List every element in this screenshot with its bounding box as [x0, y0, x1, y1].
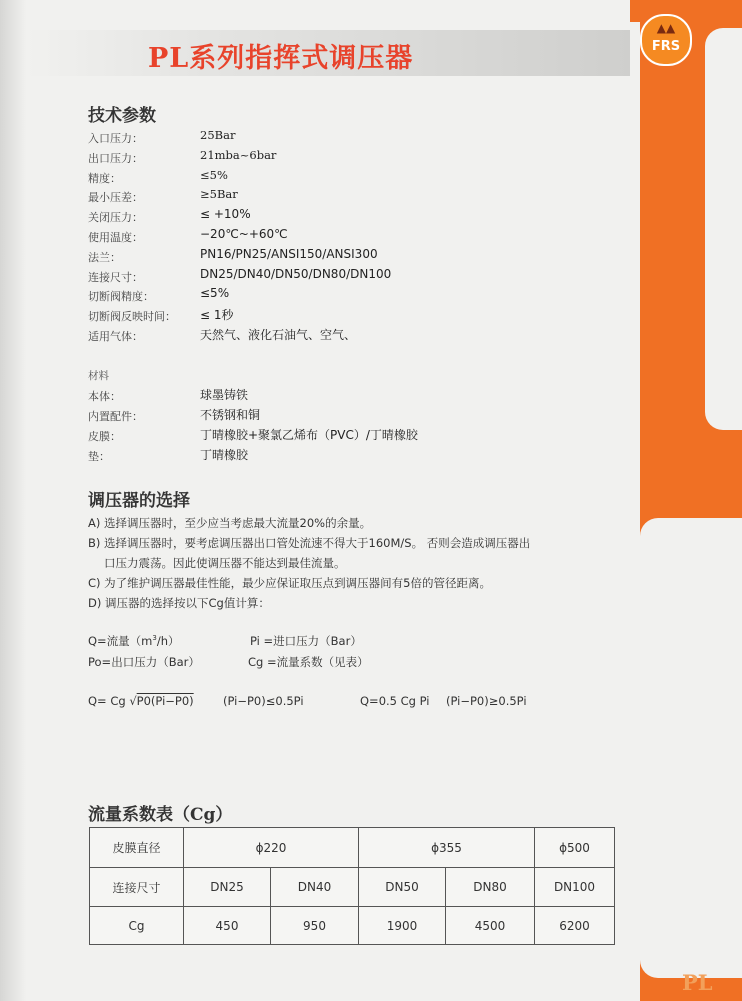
selection-line-b: B) 选择调压器时，要考虑调压器出口管处流速不得大于160M/S。 否则会造成调压器出	[88, 536, 531, 550]
selection-heading: 调压器的选择	[88, 491, 190, 511]
param-value: 21mba~6bar	[200, 147, 277, 162]
table-cell: DN100	[535, 868, 615, 907]
formula-1: Q= Cg √P0(Pi−P0)	[88, 694, 194, 708]
param-label: 关闭压力：	[88, 211, 143, 225]
def-q: Q=流量$(m^3/h)$	[88, 634, 180, 648]
param-label: 切断阀精度：	[88, 290, 154, 304]
page-gutter-shadow	[0, 0, 26, 1001]
param-value: ≤ +10%	[200, 207, 251, 222]
tech-heading: 技术参数	[88, 106, 156, 126]
table-cell: 连接尺寸	[90, 868, 184, 907]
table-cell: 6200	[535, 907, 615, 945]
def-cg: Cg =流量系数（见表）	[248, 655, 369, 669]
formula-2-condition: (Pi−P0)≥0.5Pi	[446, 694, 527, 708]
table-cell: Cg	[90, 907, 184, 945]
formula-1-condition: (Pi−P0)≤0.5Pi	[223, 694, 304, 708]
param-label: 法兰：	[88, 250, 121, 264]
selection-line-c: C) 为了维护调压器最佳性能，最少应保证取压点到调压器间有5倍的管径距离。	[88, 576, 491, 590]
param-value: ≤5%	[200, 286, 230, 301]
param-value: 丁晴橡胶	[200, 448, 249, 462]
side-tab-cutout	[705, 28, 742, 430]
brand-logo	[640, 14, 692, 66]
param-label: 皮膜：	[88, 430, 121, 443]
page-title: PL系列指挥式调压器	[148, 43, 414, 74]
cg-table-heading: 流量系数表（Cg）	[88, 805, 233, 825]
param-label: 精度：	[88, 171, 121, 185]
param-value: ≥5Bar	[200, 187, 238, 202]
table-cell: DN25	[184, 868, 271, 907]
param-value: 25Bar	[200, 128, 236, 142]
table-cell: DN40	[271, 868, 359, 907]
table-row	[90, 828, 615, 868]
def-po: Po=出口压力（Bar）	[88, 655, 200, 669]
table-cell: 4500	[446, 907, 535, 945]
table-cell: DN50	[359, 868, 446, 907]
table-cell: 450	[184, 907, 271, 945]
param-value: −20℃~+60℃	[200, 227, 288, 241]
param-value: 球墨铸铁	[200, 388, 249, 402]
table-cell: DN80	[446, 868, 535, 907]
param-label: 出口压力：	[88, 151, 143, 165]
param-label: 内置配件：	[88, 410, 143, 423]
cg-table	[89, 827, 615, 945]
table-cell: 皮膜直径	[90, 828, 184, 868]
param-label: 垫：	[88, 450, 110, 463]
selection-line-b-cont: 口压力震荡。因此使调压器不能达到最佳流量。	[104, 556, 346, 570]
side-tab-cutout-lower	[640, 518, 742, 978]
param-label: 使用温度：	[88, 231, 143, 244]
selection-line-d: D) 调压器的选择按以下Cg值计算：	[88, 596, 270, 610]
param-value: PN16/PN25/ANSI150/ANSI300	[200, 246, 378, 261]
materials-heading: 材料	[88, 370, 109, 382]
param-value: 天然气、液化石油气、空气、	[200, 328, 357, 342]
formula-2: Q=0.5 Cg Pi	[360, 694, 430, 708]
param-value: 丁晴橡胶+聚氯乙烯布（PVC）/丁晴橡胶	[200, 428, 418, 442]
param-value: 不锈钢和铜	[200, 408, 261, 422]
table-row	[90, 907, 615, 945]
selection-line-a: A) 选择调压器时，至少应当考虑最大流量20%的余量。	[88, 516, 372, 530]
def-pi: Pi =进口压力（Bar）	[250, 634, 362, 648]
param-value: DN25/DN40/DN50/DN80/DN100	[200, 266, 392, 281]
table-cell: 1900	[359, 907, 446, 945]
table-cell: ϕ355	[359, 828, 535, 868]
param-value: ≤5%	[200, 167, 228, 182]
table-cell: ϕ220	[184, 828, 359, 868]
brand-logo-text: FRS	[651, 39, 681, 54]
param-label: 最小压差：	[88, 191, 143, 205]
page-section-tag: PL	[682, 970, 713, 995]
param-label: 本体：	[88, 390, 121, 403]
orange-top-bar	[630, 0, 742, 22]
table-row	[90, 868, 615, 907]
param-label: 切断阀反映时间：	[88, 310, 176, 324]
param-label: 连接尺寸：	[88, 270, 143, 284]
param-label: 入口压力：	[88, 132, 143, 145]
param-label: 适用气体：	[88, 330, 143, 343]
param-value: ≤ 1秒	[200, 308, 234, 323]
eagle-icon: ▲▲	[656, 21, 676, 35]
table-cell: ϕ500	[535, 828, 615, 868]
table-cell: 950	[271, 907, 359, 945]
